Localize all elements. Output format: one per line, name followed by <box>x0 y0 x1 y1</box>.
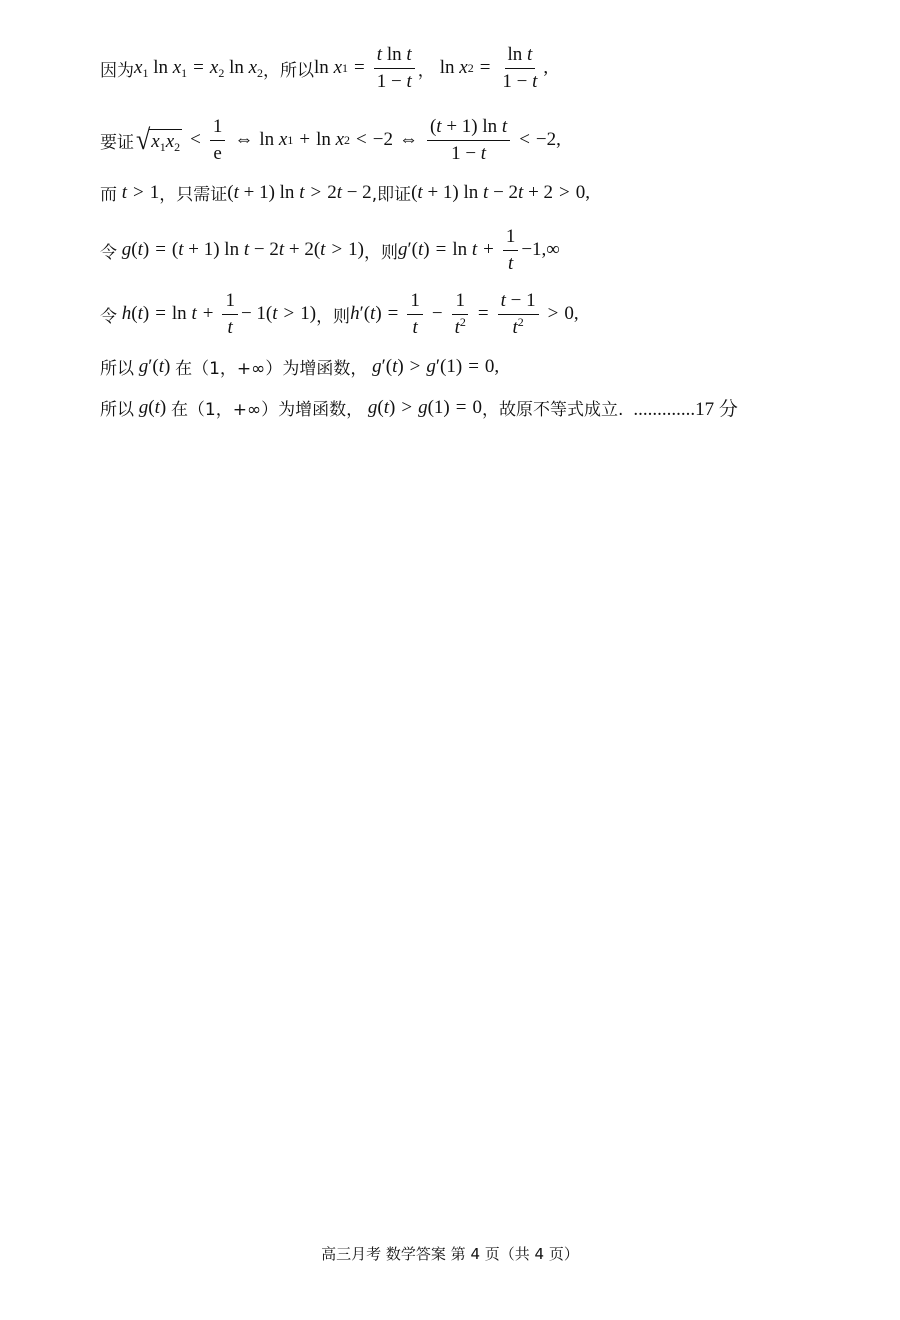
math-expression: g(t) <box>138 396 171 418</box>
derivation-line-1 <box>100 44 548 93</box>
score-marker: .............17 分 <box>633 399 738 420</box>
math-expression: h ( t ) = ln t + $\frac{1}{t}$ − 1( t > 1) <box>121 290 317 338</box>
text: ， <box>417 60 435 81</box>
text: 所以 <box>100 359 134 379</box>
text: 在（1，+∞）为增函数， <box>170 400 364 420</box>
derivation-line-3 <box>100 180 590 205</box>
math-expression: √ $x_1x_2$ < $\frac{1}{e}$ ⇔ ln x 1 + ln x 2 < −2 ⇔ $\frac{\text{(t + 1) ln t}}{1 - t}$ < −2 <box>136 116 557 164</box>
derivation-line-2 <box>100 116 561 165</box>
text: 要证 <box>100 132 134 153</box>
math-expression: g′(t) <box>138 355 176 377</box>
text: ,即证 <box>371 185 412 205</box>
math-expression: ln x 2 = $\frac{\text{ln t}}{1 - t}$ <box>439 44 538 92</box>
text: −1,∞ <box>521 239 560 261</box>
derivation-line-4 <box>100 226 560 275</box>
text: , <box>494 355 500 377</box>
page-footer: 高三月考 数学答案 第 4 页（共 4 页） <box>321 1245 579 1263</box>
text: , <box>556 129 561 151</box>
derivation-line-7 <box>100 394 738 421</box>
text: 令 <box>100 306 117 327</box>
math-expression: $x_1$ $\ln x_1 = x_2$ $\ln x_2$ <box>134 57 264 81</box>
math-expression: t > 1 <box>121 181 160 203</box>
math-expression: g ′( t ) = ln t + $\frac{1}{t}$ <box>398 226 521 275</box>
math-expression: (t + 1) ln t − 2t + 2 > 0 <box>411 181 586 203</box>
derivation-line-5 <box>100 290 579 339</box>
math-expression: g′(t) > g′(1) = 0 <box>372 355 495 377</box>
text: ，所以 <box>263 60 315 81</box>
math-expression: h ′( t ) = $\frac{1}{t}$ − $\frac{1}{t^2}$ = $\frac{t - 1}{t^2}$ > 0 <box>350 290 574 338</box>
text: 所以 <box>100 400 134 420</box>
math-expression: (t + 1) ln t > 2t − 2 <box>227 181 372 203</box>
text: , <box>543 57 549 79</box>
text: 因为 <box>100 60 134 81</box>
math-expression: g(t) > g(1) = 0 <box>367 396 482 418</box>
text: , <box>573 303 579 325</box>
text: ，故原不等式成立. <box>481 400 624 420</box>
text: ，则 <box>316 306 351 327</box>
text: 令 <box>100 242 117 263</box>
text: 在（1，+∞）为增函数， <box>175 359 368 379</box>
text: ，则 <box>364 242 398 263</box>
math-expression: ln x 1 = $\frac{\text{t ln t}}{1 - t}$ <box>314 44 418 93</box>
math-expression: g(t) = (t + 1) ln t − 2t + 2(t > 1) <box>121 239 364 261</box>
text: 而 <box>100 185 117 205</box>
derivation-line-6 <box>100 354 499 379</box>
text: , <box>585 181 590 203</box>
text: ，只需证 <box>159 185 228 205</box>
